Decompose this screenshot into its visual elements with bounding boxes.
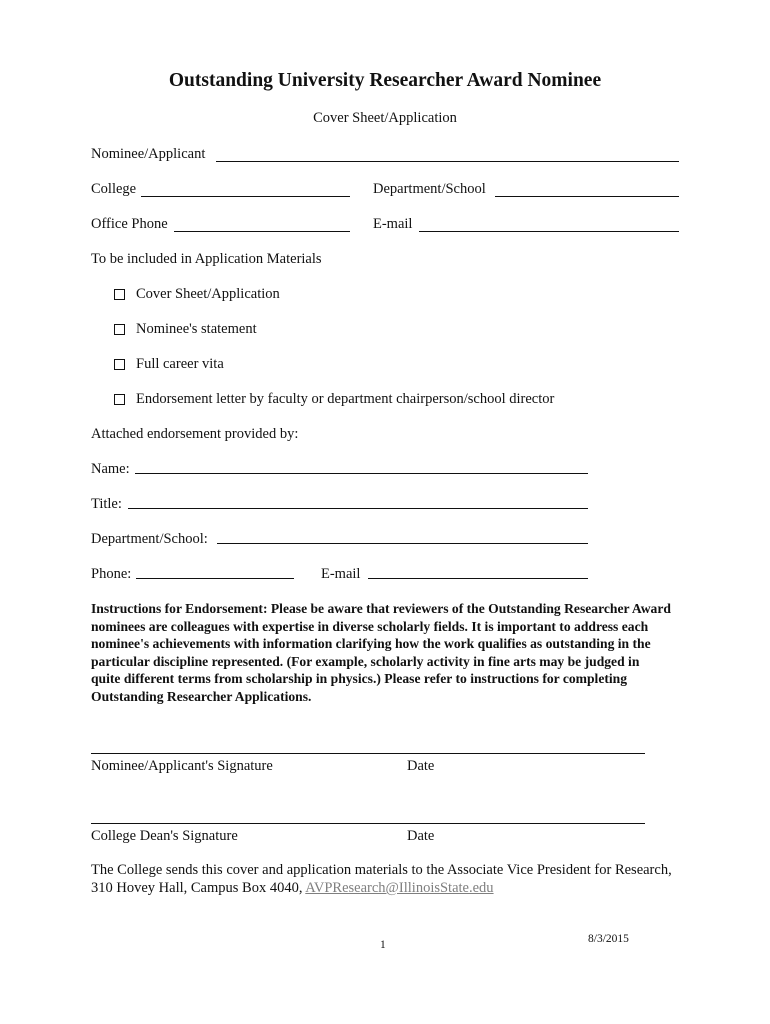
checkbox-career-vita[interactable] [114, 359, 125, 370]
college-input-line[interactable] [141, 196, 350, 197]
endorsement-heading: Attached endorsement provided by: [91, 426, 299, 442]
revision-date: 8/3/2015 [588, 933, 629, 945]
endorsement-instructions: Instructions for Endorsement: Please be aware that reviewers of the Outstanding Researcher Award nominees are colleagues with expertise in diverse scholarly fields. It is important to address each nominee's achievements with information clarifying how the work qualifies as outstanding in the particular discipline represented. (For example, scholarly activity in fine arts may be judged in quite different terms from scholarship in physics.) Please refer to instructions for completing Outstanding Researcher Applications. [91, 601, 671, 704]
endorser-email-label: E-mail [321, 566, 361, 582]
nominee-label: Nominee/Applicant [91, 146, 206, 162]
submission-instructions [91, 861, 691, 897]
checkbox-endorsement-letter[interactable] [114, 394, 125, 405]
office-phone-label: Office Phone [91, 216, 168, 232]
nominee-date-label: Date [407, 758, 435, 774]
endorser-department-label: Department/School: [91, 531, 208, 547]
material-item-cover-sheet: Cover Sheet/Application [136, 286, 280, 302]
endorser-name-label: Name: [91, 461, 130, 477]
materials-heading: To be included in Application Materials [91, 251, 322, 267]
material-item-career-vita: Full career vita [136, 356, 224, 372]
checkbox-cover-sheet[interactable] [114, 289, 125, 300]
office-phone-input-line[interactable] [174, 231, 350, 232]
endorser-title-input-line[interactable] [128, 508, 588, 509]
checkbox-nominee-statement[interactable] [114, 324, 125, 335]
endorser-phone-input-line[interactable] [136, 578, 294, 579]
endorser-title-label: Title: [91, 496, 122, 512]
nominee-signature-label: Nominee/Applicant's Signature [91, 758, 273, 774]
avp-email-link[interactable]: AVPResearch@IllinoisState.edu [305, 880, 494, 896]
material-item-nominee-statement: Nominee's statement [136, 321, 257, 337]
nominee-input-line[interactable] [216, 161, 679, 162]
email-label: E-mail [373, 216, 413, 232]
department-input-line[interactable] [495, 196, 679, 197]
nominee-signature-line[interactable] [91, 753, 645, 754]
material-item-endorsement-letter: Endorsement letter by faculty or department chairperson/school director [136, 391, 555, 407]
endorser-department-input-line[interactable] [217, 543, 588, 544]
college-label: College [91, 181, 137, 197]
email-input-line[interactable] [419, 231, 679, 232]
page-subtitle: Cover Sheet/Application [313, 110, 457, 126]
dean-signature-line[interactable] [91, 823, 645, 824]
dean-signature-label: College Dean's Signature [91, 828, 238, 844]
page-title: Outstanding University Researcher Award Nominee [168, 70, 602, 91]
submission-text: The College sends this cover and application materials to the Associate Vice President for Research, 310 Hovey Hall, Campus Box 4040, [91, 862, 672, 896]
endorser-name-input-line[interactable] [135, 473, 588, 474]
dean-date-label: Date [407, 828, 435, 844]
endorser-phone-label: Phone: [91, 566, 132, 582]
endorser-email-input-line[interactable] [368, 578, 588, 579]
page-number: 1 [380, 939, 386, 951]
department-label: Department/School [373, 181, 486, 197]
